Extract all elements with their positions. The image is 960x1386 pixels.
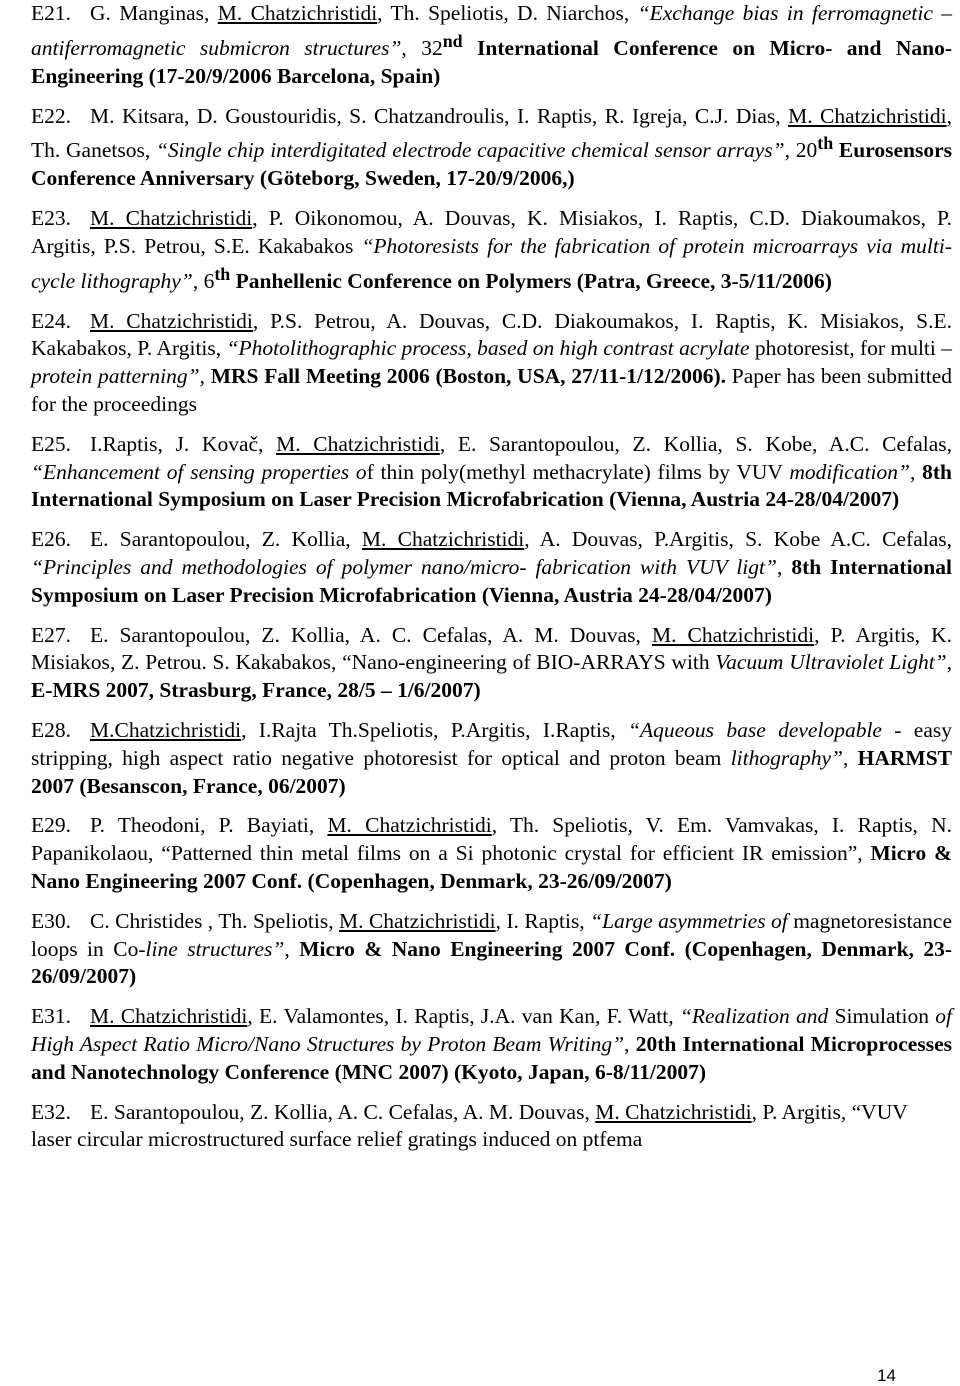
author-underlined: M. Chatzichristidi (327, 813, 492, 838)
reference-text: , P.S. Petrou, A. Douvas, C.D. Diakoumakos, I. Raptis, K. Misiakos, S.E. Kakabakos, P. Argitis, (31, 308, 952, 361)
paper-title: “Photoresists for the fabrication of protein microarrays via multi-cycle lithography” (31, 233, 952, 293)
conference-venue: 20th International Microprocesses and Nanotechnology Conference (MNC 2007) (Kyoto, Japan, 6-8/11/2007) (31, 1031, 952, 1084)
author-underlined: M. Chatzichristidi (90, 308, 253, 333)
reference-entry (31, 908, 952, 991)
reference-number: E27. (31, 622, 72, 647)
reference-number: E29. (31, 813, 72, 838)
reference-text: E. Sarantopoulou, Z. Kollia, (90, 527, 362, 552)
reference-entry (31, 0, 952, 91)
paper-title: “Realization and (679, 1004, 829, 1029)
reference-text: M. Kitsara, D. Goustouridis, S. Chatzandroulis, I. Raptis, R. Igreja, C.J. Dias, (90, 103, 789, 128)
paper-title: of High Aspect Ratio Micro/Nano Structures by Proton Beam Writing” (31, 1004, 952, 1056)
reference-text: , P. Argitis, “VUV laser circular microstructured surface relief gratings induced on ptfema (31, 1099, 908, 1152)
reference-number: E32. (31, 1099, 72, 1124)
author-underlined: M. Chatzichristidi (90, 1004, 248, 1029)
reference-number: E21. (31, 1, 72, 25)
reference-entry (31, 1003, 952, 1086)
author-underlined: M. Chatzichristidi (361, 527, 525, 552)
reference-text: , P. Oikonomou, A. Douvas, K. Misiakos, I. Raptis, C.D. Diakoumakos, P. Argitis, P.S. Petrou, S.E. Kakabakos (31, 206, 953, 258)
reference-entry (31, 103, 952, 194)
ordinal-suffix: th (214, 263, 231, 284)
reference-text: , 20 (784, 138, 818, 163)
author-underlined: M. Chatzichristidi (276, 431, 440, 456)
paper-title: “Large asymmetries of (590, 908, 788, 933)
paper-title: “Photolithographic process, based on high contrast acrylate (226, 336, 750, 361)
reference-text: easy stripping, high aspect ratio negative photoresist for optical and proton beam (31, 718, 953, 770)
conference-venue: MRS Fall Meeting 2006 (Boston, USA, 27/11-1/12/2006). (204, 364, 726, 389)
reference-text: , (776, 555, 792, 580)
reference-entry (31, 308, 952, 419)
reference-text: G. Manginas, (90, 1, 218, 25)
author-underlined: M. Chatzichristidi (651, 622, 815, 647)
reference-text: P. Theodoni, P. Bayiati, (90, 813, 328, 838)
conference-venue: Micro & Nano Engineering 2007 Conf. (Copenhagen, Denmark, 23-26/09/2007) (31, 936, 953, 989)
reference-entry (31, 205, 952, 296)
author-underlined: M.Chatzichristidi (90, 718, 242, 742)
paper-title: lithography” (730, 745, 843, 770)
reference-text: Paper has been submitted for the proceedings (31, 364, 952, 417)
reference-number: E25. (31, 431, 72, 456)
paper-title: “Exchange bias in ferromagnetic – antiferromagnetic submicron structures” (31, 1, 953, 60)
reference-text: , (624, 1031, 636, 1056)
author-underlined: M. Chatzichristidi (788, 103, 947, 128)
reference-text: , (909, 459, 923, 484)
reference-text: , A. Douvas, P.Argitis, S. Kobe A.C. Cefalas, (524, 527, 953, 552)
reference-text: I.Raptis, J. Kovač, (90, 431, 277, 456)
conference-venue: E-MRS 2007, Strasburg, France, 28/5 – 1/6/2007) (31, 678, 481, 703)
paper-title: Vacuum Ultraviolet Light”, (715, 650, 953, 675)
reference-text: , P. Argitis, K. Misiakos, Z. Petrou. S. Kakabakos, “Nano-engineering of BIO-ARRAYS with (31, 622, 953, 675)
conference-venue: 8th International Symposium on Laser Precision Microfabrication (Vienna, Austria 24-28/04/2007) (31, 459, 952, 512)
reference-text: E. Sarantopoulou, Z. Kollia, A. C. Cefalas, A. M. Douvas, (90, 622, 652, 647)
ordinal-suffix: th (817, 133, 834, 154)
paper-title: “Principles and methodologies of polymer nano/micro- fabrication with VUV ligt” (31, 555, 777, 580)
reference-text: , Th. Ganetsos, (31, 103, 952, 163)
page-number: 14 (877, 1366, 896, 1385)
reference-text: , (284, 936, 300, 961)
reference-number: E26. (31, 527, 72, 552)
reference-entry (31, 812, 952, 895)
author-underlined: M. Chatzichristidi (90, 206, 253, 231)
reference-entry (31, 526, 952, 609)
paper-title: “Single chip interdigitated electrode capacitive chemical sensor arrays” (155, 138, 785, 163)
conference-venue: Panhellenic Conference on Polymers (Patra, Greece, 3-5/11/2006) (230, 268, 832, 293)
reference-list (31, 0, 952, 1166)
reference-text: , Th. Speliotis, V. Em. Vamvakas, I. Raptis, N. Papanikolaou, “Patterned thin metal films on a Si photonic crystal for efficient IR emission”, (31, 813, 952, 866)
reference-text: E. Sarantopoulou, Z. Kollia, A. C. Cefalas, A. M. Douvas, (90, 1099, 596, 1124)
reference-entry (31, 717, 952, 800)
reference-text: , E. Sarantopoulou, Z. Kollia, S. Kobe, A.C. Cefalas, (439, 431, 952, 456)
reference-number: E28. (31, 718, 72, 742)
conference-venue: 8th International Symposium on Laser Precision Microfabrication (Vienna, Austria 24-28/04/2007) (31, 555, 952, 607)
paper-title: “Aqueous base developable - (628, 718, 902, 742)
conference-venue: HARMST 2007 (Besanscon, France, 06/2007) (31, 745, 953, 798)
reference-entry (31, 622, 952, 705)
author-underlined: M. Chatzichristidi (339, 908, 496, 933)
reference-text: , 6 (192, 268, 215, 293)
reference-entry (31, 1099, 952, 1155)
reference-text: , Th. Speliotis, D. Niarchos, (377, 1, 638, 25)
paper-title: modification” (789, 459, 910, 484)
paper-title: line structures” (145, 936, 285, 961)
reference-number: E23. (31, 206, 72, 231)
reference-text: , 32 (401, 35, 443, 60)
reference-text: , E. Valamontes, I. Raptis, J.A. van Kan, F. Watt, (247, 1004, 680, 1029)
reference-text: f thin poly(methyl methacrylate) films by VUV (366, 459, 790, 484)
reference-text: , I.Rajta Th.Speliotis, P.Argitis, I.Raptis, (241, 718, 629, 742)
paper-title: –protein patterning”, (31, 336, 952, 389)
reference-text: photoresist, for multi (749, 336, 942, 361)
reference-entry (31, 431, 952, 514)
author-underlined: M. Chatzichristidi (595, 1099, 752, 1124)
paper-title: “Enhancement of sensing properties o (31, 459, 367, 484)
reference-text: , (842, 745, 858, 770)
conference-venue: Micro & Nano Engineering 2007 Conf. (Copenhagen, Denmark, 23-26/09/2007) (31, 841, 952, 893)
reference-number: E30. (31, 908, 72, 933)
author-underlined: M. Chatzichristidi (217, 1, 378, 25)
reference-number: E31. (31, 1004, 72, 1029)
reference-number: E22. (31, 103, 72, 128)
reference-number: E24. (31, 308, 72, 333)
reference-text: Simulation (828, 1004, 936, 1029)
reference-text: C. Christides , Th. Speliotis, (90, 908, 340, 933)
reference-text: magnetoresistance loops in Co- (31, 908, 953, 961)
ordinal-suffix: nd (442, 30, 463, 51)
reference-text: , I. Raptis, (495, 908, 591, 933)
conference-venue: International Conference on Micro- and Nano- Engineering (17-20/9/2006 Barcelona, Spain) (31, 35, 953, 88)
conference-venue: Eurosensors Conference Anniversary (Göteborg, Sweden, 17-20/9/2006,) (31, 138, 953, 191)
